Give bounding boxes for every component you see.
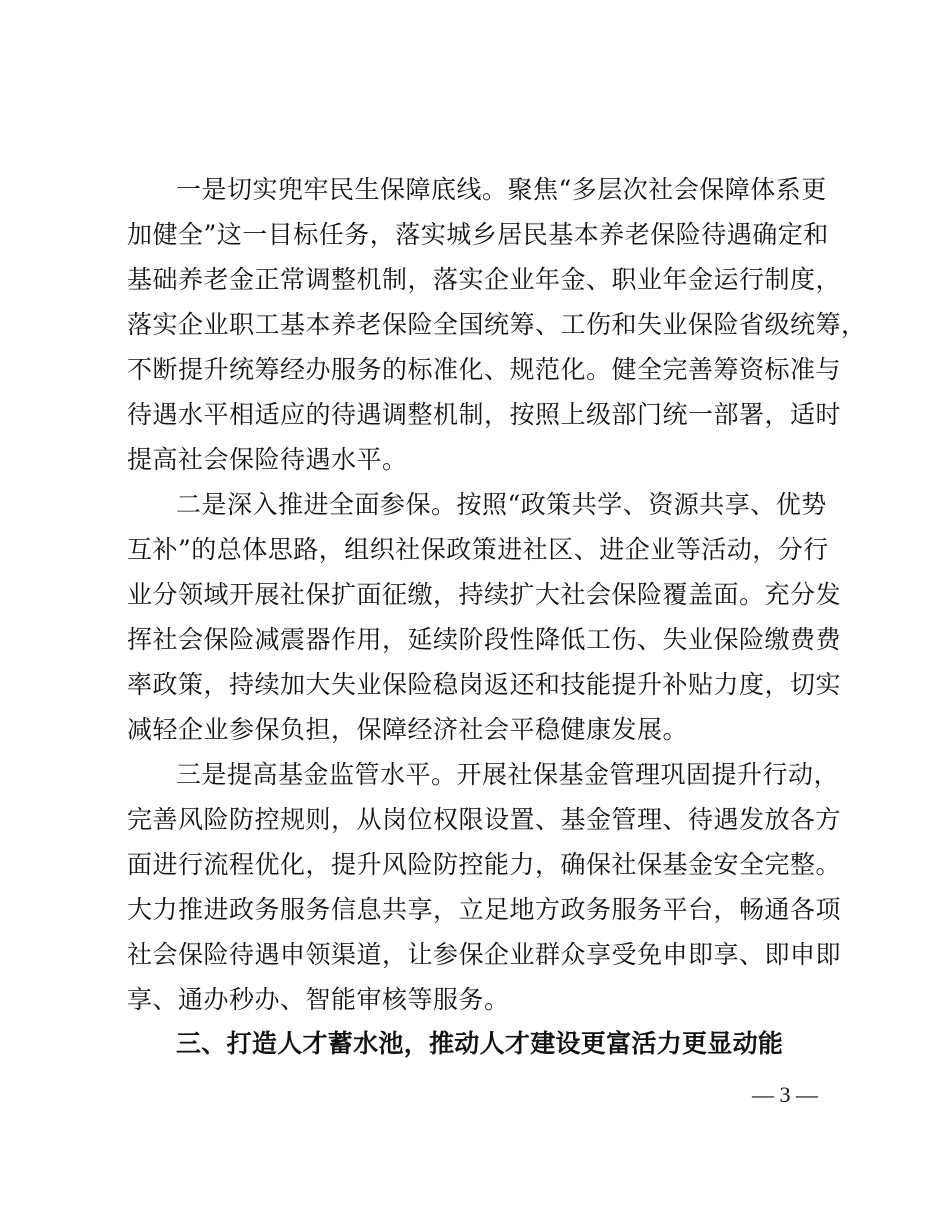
paragraph-3-line-4: 大力推进政务服务信息共享，立足地方政务服务平台，畅通各项 (127, 895, 842, 924)
section-heading: 三、打造人才蓄水池，推动人才建设更富活力更显动能 (176, 1029, 784, 1058)
paragraph-3-line-3: 面进行流程优化，提升风险防控能力，确保社保基金安全完整。 (127, 850, 842, 879)
paragraph-1-line-5: 不断提升统筹经办服务的标准化、规范化。健全完善筹资标准与 (127, 355, 842, 384)
paragraph-2-line-1: 二是深入推进全面参保。按照“政策共学、资源共享、优势 (176, 490, 827, 519)
paragraph-3-line-1: 三是提高基金监管水平。开展社保基金管理巩固提升行动， (176, 760, 840, 789)
paragraph-1-line-7: 提高社会保险待遇水平。 (127, 445, 408, 474)
paragraph-1-line-3: 基础养老金正常调整机制，落实企业年金、职业年金运行制度， (127, 265, 842, 294)
paragraph-1-line-6: 待遇水平相适应的待遇调整机制，按照上级部门统一部署，适时 (127, 400, 842, 429)
paragraph-3-line-6: 享、通办秒办、智能审核等服务。 (127, 985, 510, 1014)
paragraph-2-line-2: 互补”的总体思路，组织社保政策进社区、进企业等活动，分行 (127, 535, 829, 564)
paragraph-2-line-5: 率政策，持续加大失业保险稳岗返还和技能提升补贴力度，切实 (127, 670, 842, 699)
page-number: — 3 — (752, 1082, 818, 1107)
paragraph-1-line-4: 落实企业职工基本养老保险全国统筹、工伤和失业保险省级统筹， (127, 310, 867, 339)
paragraph-1-line-1: 一是切实兜牢民生保障底线。聚焦“多层次社会保障体系更 (176, 175, 827, 204)
paragraph-3-line-5: 社会保险待遇申领渠道，让参保企业群众享受免申即享、即申即 (127, 940, 842, 969)
paragraph-2-line-4: 挥社会保险减震器作用，延续阶段性降低工伤、失业保险缴费费 (127, 625, 842, 654)
paragraph-2-line-6: 减轻企业参保负担，保障经济社会平稳健康发展。 (127, 715, 689, 744)
paragraph-3-line-2: 完善风险防控规则，从岗位权限设置、基金管理、待遇发放各方 (127, 805, 842, 834)
paragraph-2-line-3: 业分领域开展社保扩面征缴，持续扩大社会保险覆盖面。充分发 (127, 580, 842, 609)
paragraph-1-line-2: 加健全”这一目标任务，落实城乡居民基本养老保险待遇确定和 (127, 220, 829, 249)
